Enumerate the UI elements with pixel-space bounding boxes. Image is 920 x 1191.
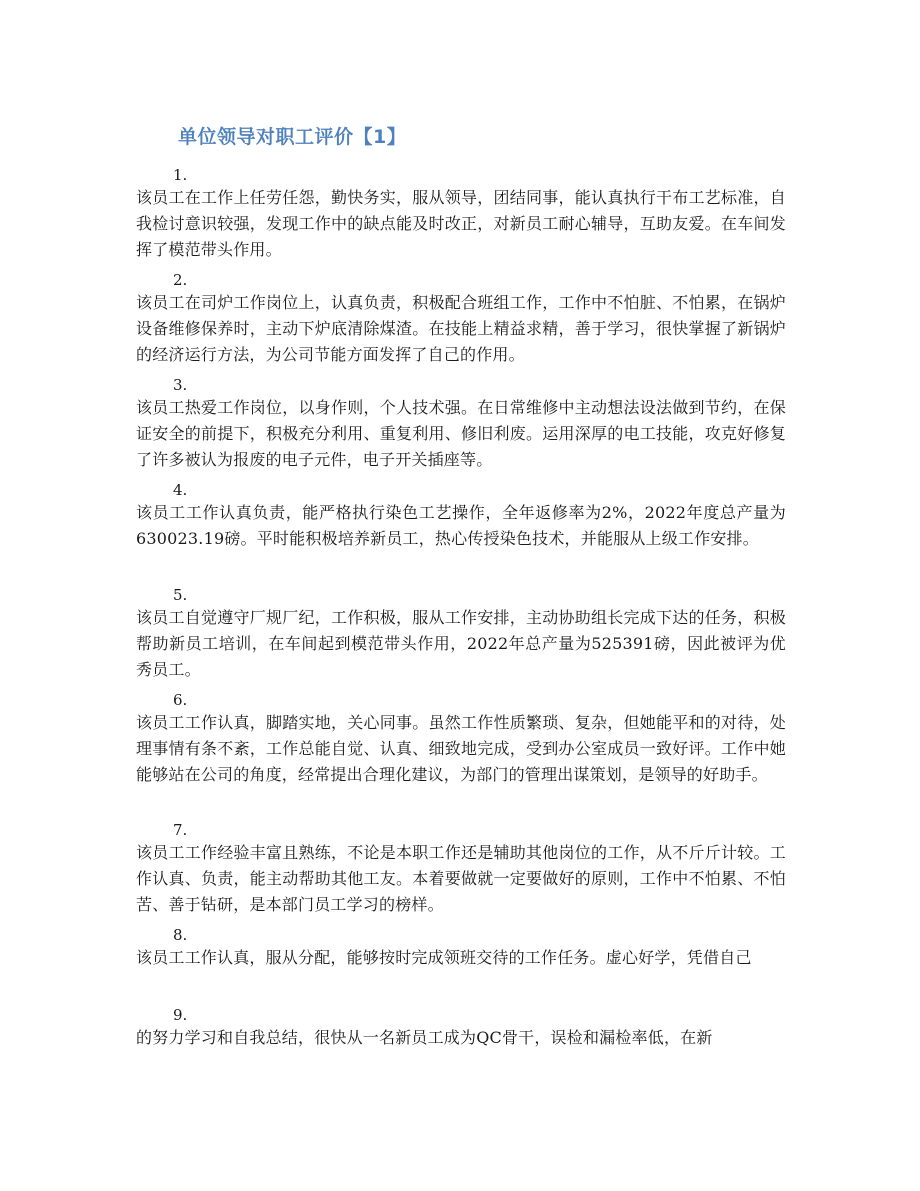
entry-6 — [136, 690, 786, 788]
entry-8 — [136, 925, 786, 971]
entry-number: 9. — [173, 1006, 188, 1024]
entry-text: 该员工工作认真负责，能严格执行染色工艺操作，全年返修率为2%，2022年度总产量为630023.19磅。平时能积极培养新员工，热心传授染色技术，并能服从上级工作安排。 — [136, 503, 786, 548]
entry-number: 1. — [173, 166, 188, 184]
entry-number: 8. — [173, 926, 188, 944]
entry-3 — [136, 375, 786, 473]
entry-9 — [136, 1005, 786, 1051]
entry-text: 该员工工作经验丰富且熟练，不论是本职工作还是辅助其他岗位的工作，从不斤斤计较。工作认真、负责，能主动帮助其他工友。本着要做就一定要做好的原则，工作中不怕累、不怕苦、善于钻研，是本部门员工学习的榜样。 — [136, 843, 786, 914]
entry-7 — [136, 820, 786, 918]
entry-4 — [136, 480, 786, 552]
entry-text: 该员工工作认真，服从分配，能够按时完成领班交待的工作任务。虚心好学，凭借自己 — [136, 948, 752, 967]
entry-1 — [136, 165, 786, 263]
entry-5 — [136, 585, 786, 683]
entry-text: 该员工在司炉工作岗位上，认真负责，积极配合班组工作，工作中不怕脏、不怕累，在锅炉设备维修保养时，主动下炉底清除煤渣。在技能上精益求精，善于学习，很快掌握了新锅炉的经济运行方法，为公司节能方面发挥了自己的作用。 — [136, 293, 786, 364]
entry-number: 3. — [173, 376, 188, 394]
entry-text: 该员工在工作上任劳任怨，勤快务实，服从领导，团结同事，能认真执行干布工艺标准，自我检讨意识较强，发现工作中的缺点能及时改正，对新员工耐心辅导，互助友爱。在车间发挥了模范带头作用。 — [136, 188, 786, 259]
entry-text: 该员工自觉遵守厂规厂纪，工作积极，服从工作安排，主动协助组长完成下达的任务，积极帮助新员工培训，在车间起到模范带头作用，2022年总产量为525391磅，因此被评为优秀员工。 — [136, 608, 786, 679]
entry-number: 6. — [173, 691, 188, 709]
entry-text: 的努力学习和自我总结，很快从一名新员工成为QC骨干，误检和漏检率低，在新 — [136, 1028, 713, 1047]
entry-number: 4. — [173, 481, 188, 499]
entry-text: 该员工热爱工作岗位，以身作则，个人技术强。在日常维修中主动想法设法做到节约，在保证安全的前提下，积极充分利用、重复利用、修旧利废。运用深厚的电工技能，攻克好修复了许多被认为报废的电子元件，电子开关插座等。 — [136, 398, 786, 469]
document-title: 单位领导对职工评价【1】 — [178, 126, 407, 148]
entry-number: 7. — [173, 821, 188, 839]
entry-text: 该员工工作认真，脚踏实地，关心同事。虽然工作性质繁琐、复杂，但她能平和的对待，处理事情有条不紊，工作总能自觉、认真、细致地完成，受到办公室成员一致好评。工作中她能够站在公司的角度，经常提出合理化建议，为部门的管理出谋策划，是领导的好助手。 — [136, 713, 786, 784]
entry-number: 2. — [173, 271, 188, 289]
entry-number: 5. — [173, 586, 188, 604]
entry-2 — [136, 270, 786, 368]
